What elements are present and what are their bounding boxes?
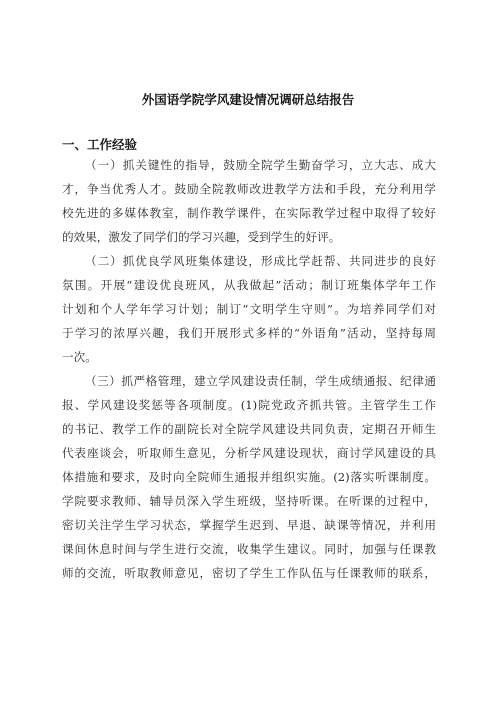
paragraph-line: 才，争当优秀人才。鼓励全院教师改进教学方法和手段，充分利用学	[62, 182, 436, 196]
paragraph-line: （二）抓优良学风班集体建设，形成比学赶帮、共同进步的良好	[85, 254, 436, 268]
paragraph-line: 计划和个人学年学习计划；制订“文明学生守则”。为培养同学们对	[62, 302, 436, 316]
paragraph-line: 代表座谈会，听取师生意见，分析学风建设现状，商讨学风建设的具	[62, 446, 436, 460]
paragraph-line: （三）抓严格管理，建立学风建设责任制，学生成绩通报、纪律通	[85, 374, 436, 388]
paragraph-line: 的书记、教学工作的副院长对全院学风建设共同负责，定期召开师生	[62, 422, 436, 436]
paragraph-line: （一）抓关键性的指导，鼓励全院学生勤奋学习，立大志、成大	[85, 158, 436, 172]
paragraph-1	[62, 153, 436, 249]
paragraph-line: 密切关注学生学习状态，掌握学生迟到、早退、缺课等情况，并利用	[62, 518, 436, 532]
paragraph-line: 学院要求教师、辅导员深入学生班级，坚持听课。在听课的过程中，	[62, 494, 436, 508]
paragraph-line: 于学习的浓厚兴趣，我们开展形式多样的“外语角”活动，坚持每周	[62, 326, 436, 340]
paragraph-line: 一次。	[62, 350, 97, 364]
paragraph-line: 氛围。开展“建设优良班风，从我做起”活动；制订班集体学年工作	[62, 278, 436, 292]
paragraph-line: 校先进的多媒体教室，制作教学课件，在实际教学过程中取得了较好	[62, 206, 436, 220]
paragraph-line: 师的交流，听取教师意见，密切了学生工作队伍与任课教师的联系，	[62, 566, 436, 580]
paragraph-3	[62, 369, 436, 585]
paragraph-line: 体措施和要求，及时向全院师生通报并组织实施。(2)落实听课制度。	[62, 470, 436, 484]
section-heading: 一、工作经验	[62, 137, 138, 152]
paragraph-line: 的效果，激发了同学们的学习兴趣，受到学生的好评。	[62, 230, 341, 244]
document-title: 外国语学院学风建设情况调研总结报告	[141, 92, 355, 107]
paragraph-2	[62, 249, 436, 369]
paragraph-line: 报、学风建设奖惩等各项制度。(1)院党政齐抓共管。主管学生工作	[62, 398, 436, 412]
paragraph-line: 课间休息时间与学生进行交流，收集学生建议。同时，加强与任课教	[62, 542, 436, 556]
